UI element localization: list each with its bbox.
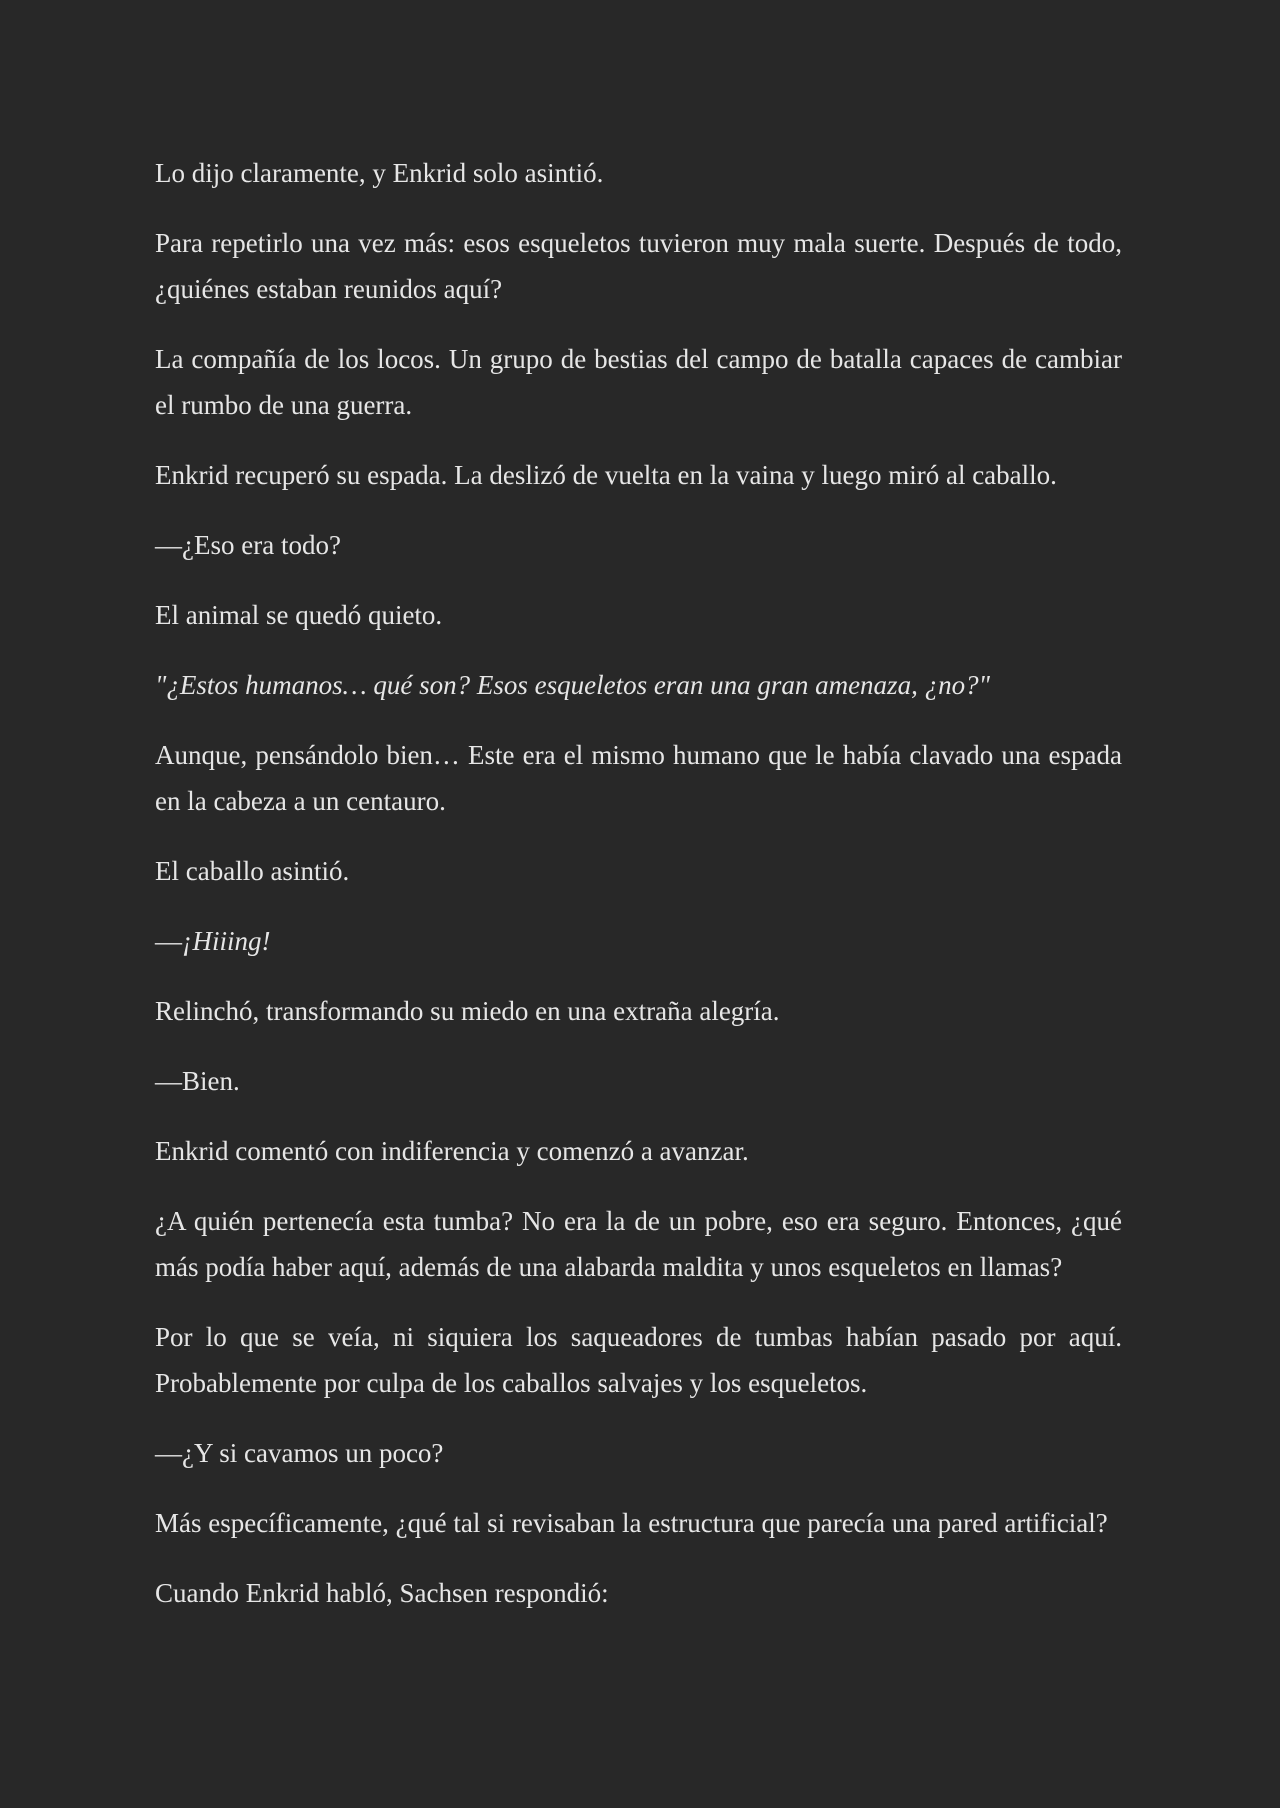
- paragraph: El animal se quedó quieto.: [155, 600, 443, 630]
- dialogue-dash: —: [155, 926, 182, 956]
- paragraph: Por lo que se veía, ni siquiera los saqueadores de tumbas habían pasado por aquí. Probablemente por culpa de los caballos salvajes y los esqueletos.: [155, 1322, 1122, 1398]
- paragraph: ¿A quién pertenecía esta tumba? No era la de un pobre, eso era seguro. Entonces, ¿qué más podía haber aquí, además de una alabarda maldita y unos esqueletos en llamas?: [155, 1206, 1122, 1282]
- dialogue-paragraph: [155, 918, 1122, 964]
- paragraph: Enkrid recuperó su espada. La deslizó de vuelta en la vaina y luego miró al caballo.: [155, 460, 1057, 490]
- dialogue-paragraph: —¿Eso era todo?: [155, 530, 341, 560]
- neigh-sound: ¡Hiiing!: [182, 926, 271, 956]
- paragraph: La compañía de los locos. Un grupo de bestias del campo de batalla capaces de cambiar el rumbo de una guerra.: [155, 344, 1122, 420]
- dialogue-paragraph: —¿Y si cavamos un poco?: [155, 1438, 444, 1468]
- reader-content: [155, 150, 1122, 1640]
- thought-paragraph: "¿Estos humanos… qué son? Esos esqueletos eran una gran amenaza, ¿no?": [155, 670, 990, 700]
- paragraph: Relinchó, transformando su miedo en una extraña alegría.: [155, 996, 780, 1026]
- paragraph: Aunque, pensándolo bien… Este era el mismo humano que le había clavado una espada en la cabeza a un centauro.: [155, 740, 1122, 816]
- paragraph: Cuando Enkrid habló, Sachsen respondió:: [155, 1578, 609, 1608]
- paragraph: Enkrid comentó con indiferencia y comenzó a avanzar.: [155, 1136, 749, 1166]
- paragraph: Para repetirlo una vez más: esos esqueletos tuvieron muy mala suerte. Después de todo, ¿quiénes estaban reunidos aquí?: [155, 228, 1122, 304]
- paragraph: El caballo asintió.: [155, 856, 350, 886]
- paragraph: Más específicamente, ¿qué tal si revisaban la estructura que parecía una pared artificial?: [155, 1508, 1108, 1538]
- dialogue-paragraph: —Bien.: [155, 1066, 240, 1096]
- paragraph: Lo dijo claramente, y Enkrid solo asintió.: [155, 158, 604, 188]
